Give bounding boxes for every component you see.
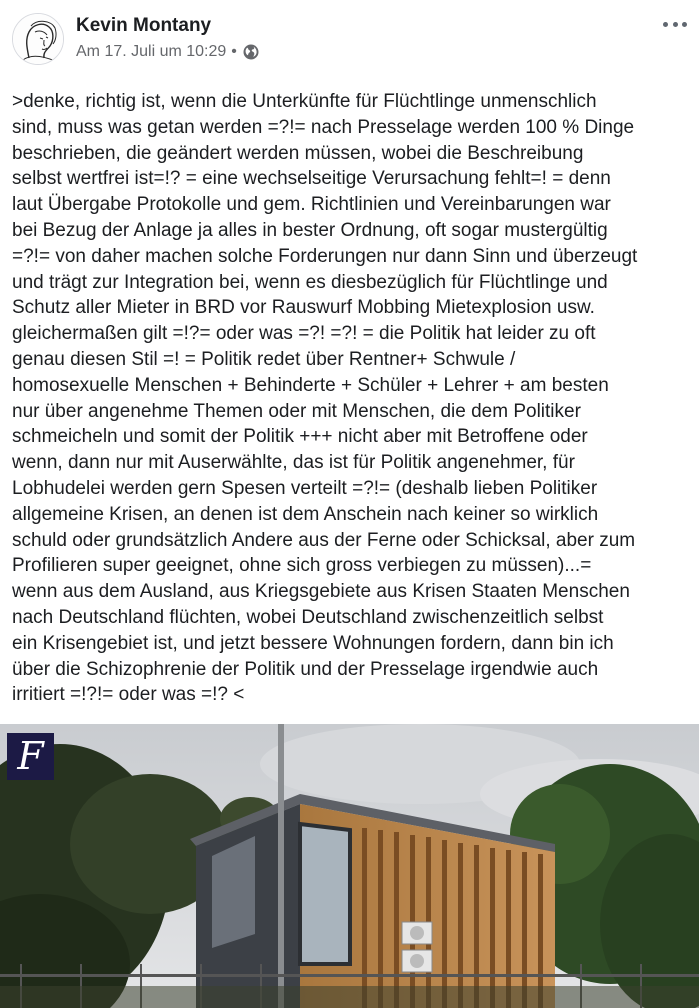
more-options-button[interactable] (663, 16, 687, 32)
post-text-line: genau diesen Stil =! = Politik redet über Rentner+ Schwule / (12, 348, 516, 370)
post-text-line: >denke, richtig ist, wenn die Unterkünfte für Flüchtlinge unmenschlich (12, 91, 597, 112)
post-body-text (12, 89, 696, 708)
post-text-line: allgemeine Krisen, an denen ist dem Anschein nach keiner so wirklich (12, 503, 599, 525)
post-text-line: Lobhudelei werden gern Spesen verteilt =?!= (deshalb lieben Politiker (12, 477, 598, 499)
avatar[interactable] (12, 13, 64, 65)
building-photo (0, 724, 699, 1008)
post-text-line: über die Schizophrenie der Politik und der Presselage irgendwie auch (12, 658, 599, 680)
post-photo[interactable] (0, 724, 699, 1008)
post-text-line: wenn aus dem Ausland, aus Kriegsgebiete aus Krisen Staaten Menschen (12, 581, 630, 603)
post-text-line: und trägt zur Integration bei, wenn es diesbezüglich für Flüchtlinge und (12, 271, 608, 293)
meta-separator: • (231, 43, 237, 60)
author-name[interactable]: Kevin Montany (76, 15, 212, 36)
avatar-sketch-icon (13, 14, 63, 64)
post-text-line: =?!= von daher machen solche Forderungen nur dann Sinn und überzeugt (12, 245, 638, 267)
post-text-line: schuld oder grundsätzlich Andere aus der Ferne oder Schicksal, aber zum (12, 529, 636, 551)
post-text-line: gleichermaßen gilt =!?= oder was =?! =?! = die Politik hat leider zu oft (12, 323, 596, 345)
post-text-line: sind, muss was getan werden =?!= nach Presselage werden 100 % Dinge (12, 116, 635, 138)
post-text-line: homosexuelle Menschen + Behinderte + Schüler + Lehrer + am besten (12, 374, 609, 396)
post-meta (76, 43, 259, 61)
post-text-line: laut Übergabe Protokolle und gem. Richtlinien und Vereinbarungen war (12, 194, 611, 216)
post-text-line: ein Krisengebiet ist, und jetzt bessere Wohnungen fordern, dann bin ich (12, 632, 614, 654)
post-text-line: beschrieben, die geändert werden müssen, wobei die Beschreibung (12, 142, 584, 164)
post-text-line: Profilieren super geeignet, ohne sich gross verbiegen zu müssen)...= (12, 555, 592, 577)
dot-icon (673, 22, 678, 27)
post-header (0, 0, 699, 80)
post-text-line: wenn, dann nur mit Auserwählte, das ist für Politik angenehmer, für (12, 452, 575, 474)
globe-icon[interactable] (243, 44, 259, 60)
faz-logo-icon: F (7, 733, 54, 780)
post-text-line: selbst wertfrei ist=!? = eine wechselseitige Verursachung fehlt=! = denn (12, 168, 611, 190)
post-text-line: Schutz aller Mieter in BRD vor Rauswurf Mobbing Mietexplosion usw. (12, 297, 595, 319)
post-text-line: bei Bezug der Anlage ja alles in bester Ordnung, oft sogar mustergültig (12, 219, 608, 241)
post-timestamp[interactable]: Am 17. Juli um 10:29 (76, 43, 227, 60)
post-text-line: schmeicheln und somit der Politik +++ nicht aber mit Betroffene oder (12, 426, 588, 448)
post-text-line: nur über angenehme Themen oder mit Menschen, die dem Politiker (12, 400, 581, 422)
post-text-line: nach Deutschland flüchten, wobei Deutschland zwischenzeitlich selbst (12, 606, 604, 628)
dot-icon (682, 22, 687, 27)
post-text-line: irritiert =!?!= oder was =!? < (12, 684, 245, 706)
dot-icon (663, 22, 668, 27)
